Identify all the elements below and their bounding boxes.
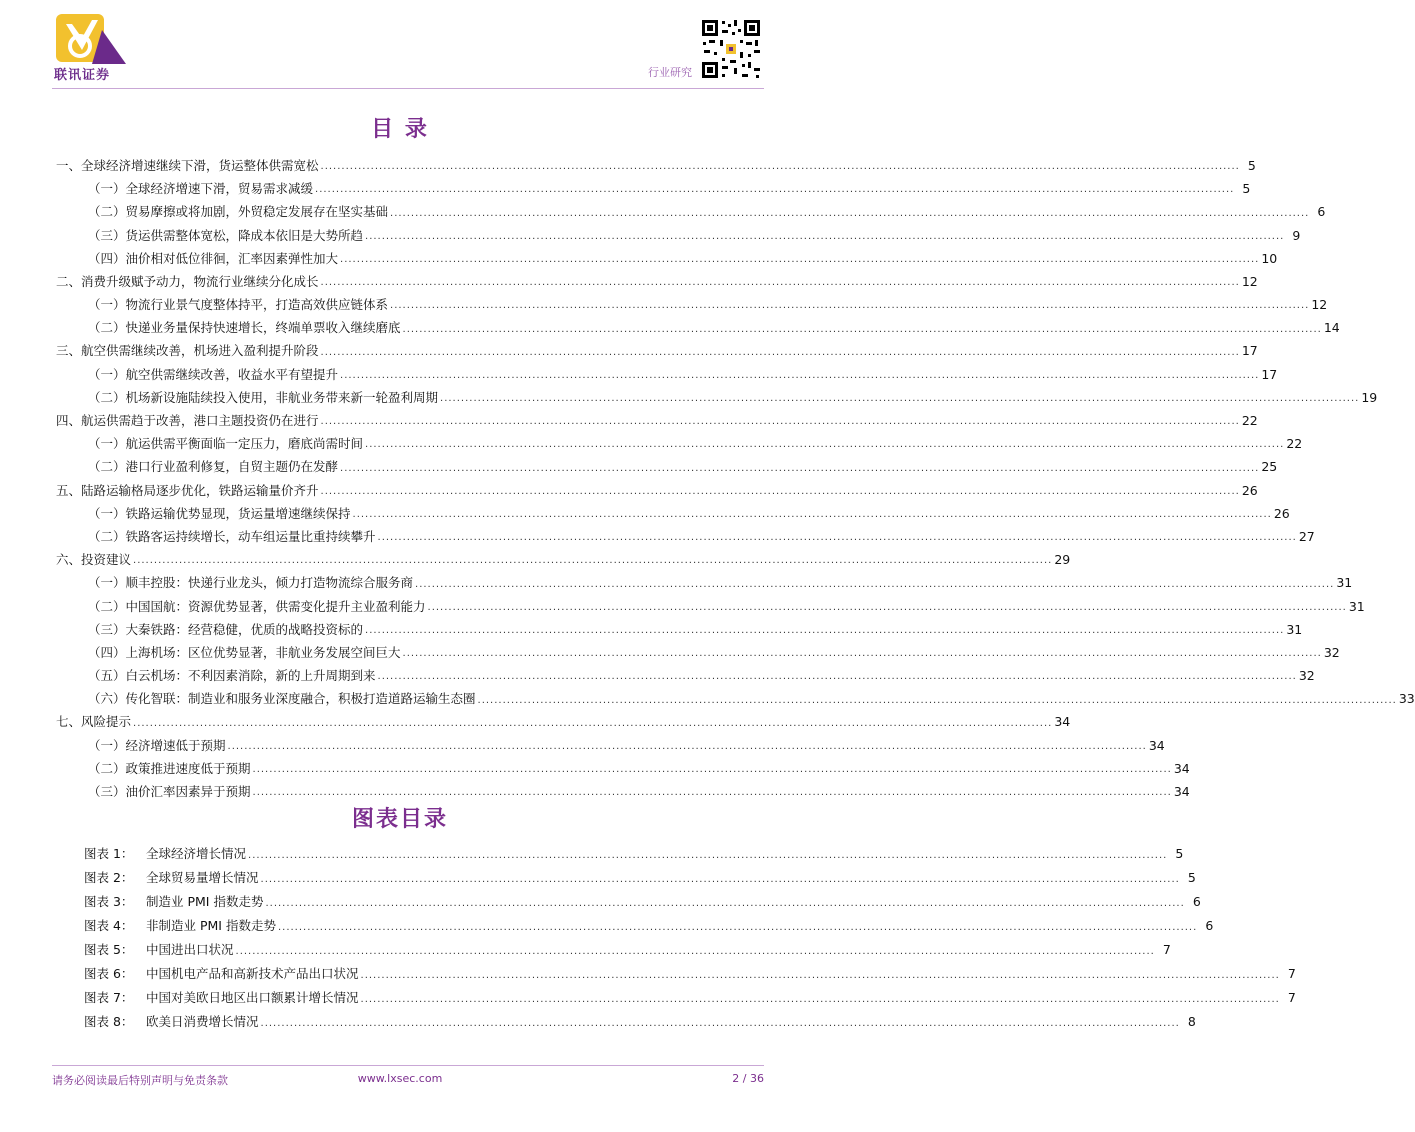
toc-entry-title: （二）快递业务量保持快速增长，终端单票收入继续磨底 xyxy=(88,316,401,339)
toc-entry-page: 33 xyxy=(1398,691,1415,707)
toc-entry-title: （一）航空供需继续改善，收益水平有望提升 xyxy=(88,363,338,386)
footer-divider xyxy=(52,1065,764,1066)
toc-entry-title: 一、全球经济增速继续下滑，货运整体供需宽松 xyxy=(56,154,319,177)
figure-leader-dots: ............................................................................................................................................................................................................................ xyxy=(360,994,1280,1005)
toc-entry-page: 26 xyxy=(1273,505,1290,521)
toc-leader-dots: ............................................................................................................................................................................................................................ xyxy=(315,184,1235,196)
toc-subsection-entry[interactable] xyxy=(56,386,1378,409)
figure-list-entry[interactable] xyxy=(84,914,1214,938)
toc-entry-title: （五）白云机场：不利因素消除，新的上升周期到来 xyxy=(88,664,376,687)
toc-subsection-entry[interactable] xyxy=(56,664,1315,687)
figure-title: 中国机电产品和高新技术产品出口状况 xyxy=(146,962,359,986)
toc-entry-title: （一）物流行业景气度整体持平，打造高效供应链体系 xyxy=(88,293,388,316)
toc-subsection-entry[interactable] xyxy=(56,316,1340,339)
toc-entry-title: （一）经济增速低于预期 xyxy=(88,734,226,757)
toc-leader-dots: ............................................................................................................................................................................................................................ xyxy=(402,648,1322,660)
toc-subsection-entry[interactable] xyxy=(56,455,1278,478)
figure-label: 图表 4： xyxy=(84,918,134,933)
toc-leader-dots: ............................................................................................................................................................................................................................ xyxy=(365,624,1285,636)
toc-entry-page: 34 xyxy=(1148,737,1165,753)
toc-subsection-entry[interactable] xyxy=(56,200,1326,223)
toc-leader-dots: ............................................................................................................................................................................................................................ xyxy=(377,671,1297,683)
toc-subsection-entry[interactable] xyxy=(56,687,1415,710)
toc-leader-dots: ............................................................................................................................................................................................................................ xyxy=(320,161,1240,173)
toc-subsection-entry[interactable] xyxy=(56,571,1353,594)
toc-entry-title: 六、投资建议 xyxy=(56,548,131,571)
figure-list-title: 图表目录 xyxy=(351,807,448,832)
toc-entry-page: 6 xyxy=(1317,204,1326,220)
toc-entry-title: （一）顺丰控股：快递行业龙头，倾力打造物流综合服务商 xyxy=(88,571,413,594)
toc-leader-dots: ............................................................................................................................................................................................................................ xyxy=(365,439,1285,451)
toc-leader-dots: ............................................................................................................................................................................................................................ xyxy=(440,393,1360,405)
figure-leader-dots: ............................................................................................................................................................................................................................ xyxy=(260,874,1180,885)
toc-entry-page: 19 xyxy=(1361,389,1378,405)
toc-entry-page: 32 xyxy=(1323,644,1340,660)
figure-list-entry[interactable] xyxy=(84,986,1296,1010)
toc-entry-page: 34 xyxy=(1173,784,1190,800)
toc-subsection-entry[interactable] xyxy=(56,502,1290,525)
toc-entry-title: （二）政策推进速度低于预期 xyxy=(88,757,251,780)
toc-subsection-entry[interactable] xyxy=(56,734,1165,757)
toc-leader-dots: ............................................................................................................................................................................................................................ xyxy=(252,764,1172,776)
figure-label: 图表 2： xyxy=(84,870,134,885)
toc-entry-page: 31 xyxy=(1336,575,1353,591)
figure-label: 图表 8： xyxy=(84,1014,134,1029)
toc-leader-dots: ............................................................................................................................................................................................................................ xyxy=(133,717,1053,729)
toc-entry-title: （二）中国国航：资源优势显著，供需变化提升主业盈利能力 xyxy=(88,595,426,618)
toc-entry-title: （四）油价相对低位徘徊，汇率因素弹性加大 xyxy=(88,247,338,270)
toc-leader-dots: ............................................................................................................................................................................................................................ xyxy=(390,300,1310,312)
figure-title: 制造业 PMI 指数走势 xyxy=(146,890,263,914)
toc-entry-page: 29 xyxy=(1054,552,1071,568)
toc-subsection-entry[interactable] xyxy=(56,525,1315,548)
figure-list-entry[interactable] xyxy=(84,938,1171,962)
toc-leader-dots: ............................................................................................................................................................................................................................ xyxy=(340,253,1260,265)
toc-entry-title: （六）传化智联：制造业和服务业深度融合，积极打造道路运输生态圈 xyxy=(88,687,476,710)
toc-entry-page: 17 xyxy=(1241,343,1258,359)
figure-label: 图表 1： xyxy=(84,846,134,861)
toc-section-entry[interactable] xyxy=(56,548,1071,571)
toc-subsection-entry[interactable] xyxy=(56,780,1190,803)
toc-entry-title: （三）大秦铁路：经营稳健，优质的战略投资标的 xyxy=(88,618,363,641)
toc-entry-title: （二）港口行业盈利修复，自贸主题仍在发酵 xyxy=(88,455,338,478)
toc-entry-title: （三）货运供需整体宽松，降成本依旧是大势所趋 xyxy=(88,224,363,247)
page-header xyxy=(0,0,800,92)
toc-leader-dots: ............................................................................................................................................................................................................................ xyxy=(320,485,1240,497)
figure-label: 图表 6： xyxy=(84,966,134,981)
figure-list-entry[interactable] xyxy=(84,866,1196,890)
toc-entry-title: （一）航运供需平衡面临一定压力，磨底尚需时间 xyxy=(88,432,363,455)
figure-title: 全球经济增长情况 xyxy=(146,842,246,866)
toc-leader-dots: ............................................................................................................................................................................................................................ xyxy=(477,694,1397,706)
figure-page: 7 xyxy=(1287,966,1296,981)
toc-entry-page: 17 xyxy=(1261,366,1278,382)
toc-entry-page: 12 xyxy=(1241,273,1258,289)
toc-subsection-entry[interactable] xyxy=(56,224,1301,247)
toc-title: 目 录 xyxy=(371,117,429,142)
toc-section-entry[interactable] xyxy=(56,154,1256,177)
toc-entry-page: 9 xyxy=(1292,227,1301,243)
toc-entry-page: 22 xyxy=(1241,413,1258,429)
toc-entry-page: 10 xyxy=(1261,250,1278,266)
toc-subsection-entry[interactable] xyxy=(56,757,1190,780)
toc-entry-page: 31 xyxy=(1348,598,1365,614)
figure-title: 全球贸易量增长情况 xyxy=(146,866,259,890)
toc-section-entry[interactable] xyxy=(56,409,1258,432)
toc-entry-title: （二）铁路客运持续增长，动车组运量比重持续攀升 xyxy=(88,525,376,548)
toc-entry-page: 34 xyxy=(1054,714,1071,730)
toc-entry-page: 32 xyxy=(1298,668,1315,684)
figure-leader-dots: ............................................................................................................................................................................................................................ xyxy=(248,850,1168,861)
toc-leader-dots: ............................................................................................................................................................................................................................ xyxy=(227,740,1147,752)
toc-entry-page: 22 xyxy=(1286,436,1303,452)
toc-entry-title: 七、风险提示 xyxy=(56,710,131,733)
toc-leader-dots: ............................................................................................................................................................................................................................ xyxy=(320,277,1240,289)
qr-code-icon xyxy=(700,18,762,80)
figure-list-entry[interactable] xyxy=(84,842,1184,866)
figure-label: 图表 5： xyxy=(84,942,134,957)
toc-entry-page: 12 xyxy=(1311,297,1328,313)
toc-entry-title: 四、航运供需趋于改善，港口主题投资仍在进行 xyxy=(56,409,319,432)
toc-leader-dots: ............................................................................................................................................................................................................................ xyxy=(352,509,1272,520)
figure-label: 图表 7： xyxy=(84,990,134,1005)
toc-leader-dots: ............................................................................................................................................................................................................................ xyxy=(320,416,1240,428)
toc-entry-page: 34 xyxy=(1173,760,1190,776)
figure-page: 6 xyxy=(1205,918,1214,933)
website-link[interactable]: www.lxsec.com xyxy=(357,1072,443,1085)
toc-leader-dots: ............................................................................................................................................................................................................................ xyxy=(320,346,1240,358)
figure-list-entry[interactable] xyxy=(84,890,1201,914)
figure-page: 6 xyxy=(1192,894,1201,909)
toc-subsection-entry[interactable] xyxy=(56,641,1340,664)
toc-leader-dots: ............................................................................................................................................................................................................................ xyxy=(402,323,1322,335)
figure-list xyxy=(84,842,1296,1034)
toc-entry-page: 27 xyxy=(1298,528,1315,544)
figure-leader-dots: ............................................................................................................................................................................................................................ xyxy=(235,946,1155,957)
toc-entry-title: （二）机场新设施陆续投入使用，非航业务带来新一轮盈利周期 xyxy=(88,386,438,409)
toc-section-entry[interactable] xyxy=(56,340,1258,363)
figure-page: 5 xyxy=(1175,846,1184,861)
figure-title: 中国进出口状况 xyxy=(146,938,234,962)
figure-leader-dots: ............................................................................................................................................................................................................................ xyxy=(260,1018,1180,1029)
figure-title: 非制造业 PMI 指数走势 xyxy=(146,914,276,938)
toc-leader-dots: ............................................................................................................................................................................................................................ xyxy=(340,462,1260,474)
toc-entry-title: （四）上海机场：区位优势显著，非航业务发展空间巨大 xyxy=(88,641,401,664)
figure-list-entry[interactable] xyxy=(84,962,1296,986)
toc-subsection-entry[interactable] xyxy=(56,595,1365,618)
disclaimer-link[interactable]: 请务必阅读最后特别声明与免责条款 xyxy=(52,1074,228,1087)
section-label: 行业研究 xyxy=(648,66,692,79)
toc-subsection-entry[interactable] xyxy=(56,363,1278,386)
toc-entry-title: （一）全球经济增速下滑，贸易需求减缓 xyxy=(88,177,313,200)
figure-page: 7 xyxy=(1162,942,1171,957)
toc-leader-dots: ............................................................................................................................................................................................................................ xyxy=(365,230,1285,242)
toc-entry-title: （一）铁路运输优势显现，货运量增速继续保持 xyxy=(88,502,351,525)
figure-label: 图表 3： xyxy=(84,894,134,909)
toc-entry-page: 5 xyxy=(1242,181,1251,197)
toc-subsection-entry[interactable] xyxy=(56,247,1278,270)
toc-entry-page: 26 xyxy=(1241,482,1258,498)
toc-section-entry[interactable] xyxy=(56,479,1258,502)
toc-subsection-entry[interactable] xyxy=(56,432,1303,455)
figure-title: 中国对美欧日地区出口额累计增长情况 xyxy=(146,986,359,1010)
toc-subsection-entry[interactable] xyxy=(56,293,1328,316)
toc-entry-page: 31 xyxy=(1286,621,1303,637)
toc-leader-dots: ............................................................................................................................................................................................................................ xyxy=(415,578,1335,590)
toc-leader-dots: ............................................................................................................................................................................................................................ xyxy=(390,207,1310,219)
toc-section-entry[interactable] xyxy=(56,711,1071,734)
figure-leader-dots: ............................................................................................................................................................................................................................ xyxy=(277,922,1198,933)
figure-list-entry[interactable] xyxy=(84,1010,1196,1034)
table-of-contents xyxy=(56,154,1415,803)
figure-title: 欧美日消费增长情况 xyxy=(146,1010,259,1034)
toc-entry-page: 25 xyxy=(1261,459,1278,475)
page-number: 2 / 36 xyxy=(732,1072,764,1085)
figure-leader-dots: ............................................................................................................................................................................................................................ xyxy=(360,970,1280,981)
toc-leader-dots: ............................................................................................................................................................................................................................ xyxy=(427,601,1347,613)
logo-text: 联讯证券 xyxy=(54,68,111,83)
toc-entry-page: 5 xyxy=(1247,157,1256,173)
toc-entry-title: 二、消费升级赋予动力，物流行业继续分化成长 xyxy=(56,270,319,293)
toc-section-entry[interactable] xyxy=(56,270,1258,293)
figure-page: 7 xyxy=(1287,990,1296,1005)
toc-entry-title: （二）贸易摩擦或将加剧，外贸稳定发展存在坚实基础 xyxy=(88,200,388,223)
toc-entry-title: 五、陆路运输格局逐步优化，铁路运输量价齐升 xyxy=(56,479,319,502)
toc-subsection-entry[interactable] xyxy=(56,618,1303,641)
toc-leader-dots: ............................................................................................................................................................................................................................ xyxy=(133,555,1053,567)
figure-page: 5 xyxy=(1187,870,1196,885)
toc-leader-dots: ............................................................................................................................................................................................................................ xyxy=(252,787,1172,799)
figure-page: 8 xyxy=(1187,1014,1196,1029)
header-divider xyxy=(52,88,764,89)
toc-entry-title: （三）油价汇率因素异于预期 xyxy=(88,780,251,803)
figure-leader-dots: ............................................................................................................................................................................................................................ xyxy=(265,898,1185,909)
toc-entry-title: 三、航空供需继续改善，机场进入盈利提升阶段 xyxy=(56,339,319,362)
toc-leader-dots: ............................................................................................................................................................................................................................ xyxy=(377,532,1297,544)
toc-subsection-entry[interactable] xyxy=(56,177,1251,200)
toc-leader-dots: ............................................................................................................................................................................................................................ xyxy=(340,369,1260,381)
toc-entry-page: 14 xyxy=(1323,320,1340,336)
